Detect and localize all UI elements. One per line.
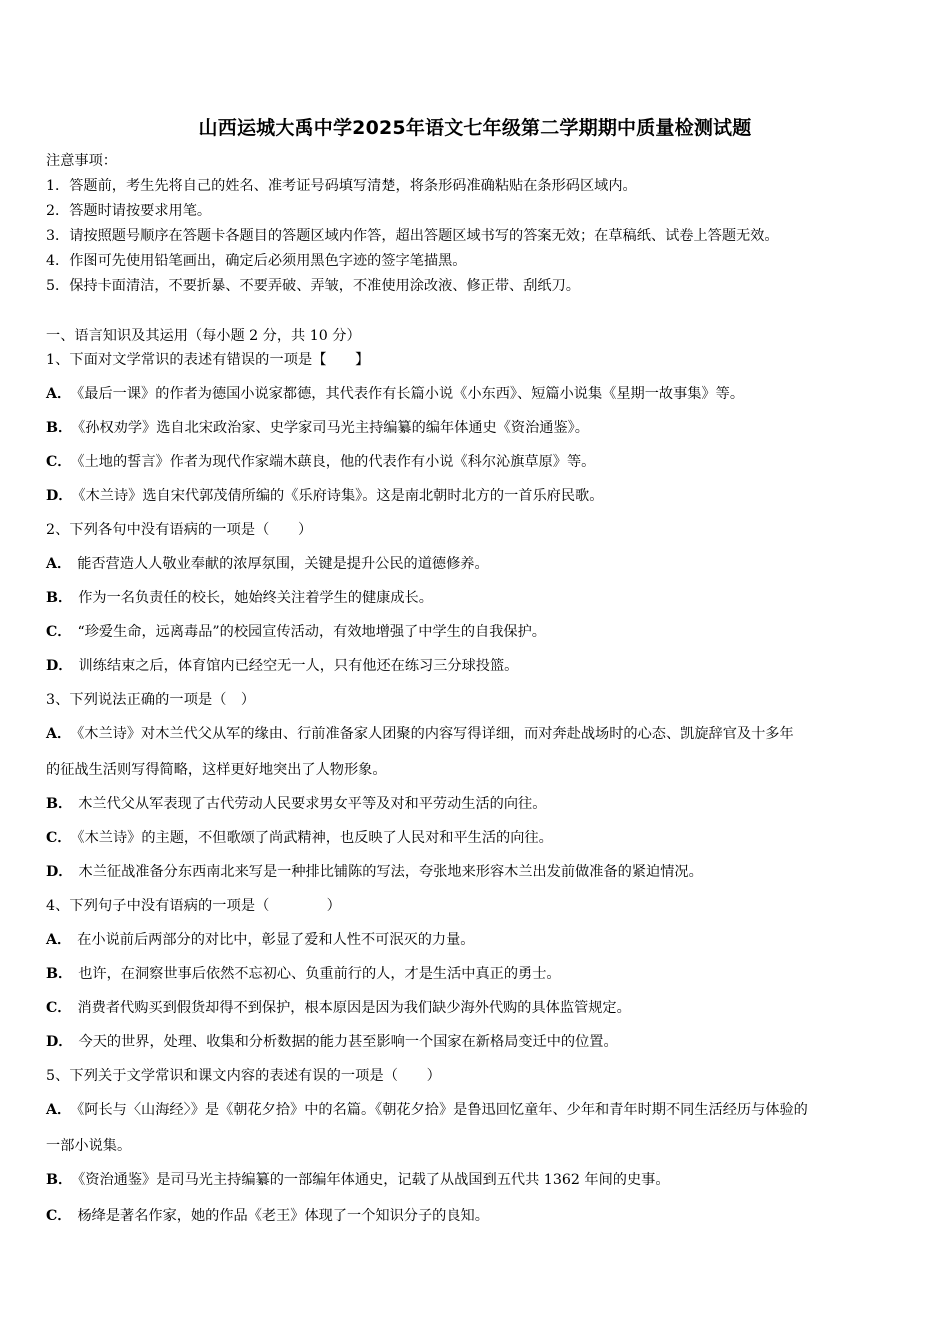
option-letter: C． bbox=[46, 1208, 72, 1224]
option-text: 也许，在洞察世事后依然不忘初心、负重前行的人，才是生活中真正的勇士。 bbox=[78, 966, 561, 982]
option-text: 杨绛是著名作家，她的作品《老王》体现了一个知识分子的良知。 bbox=[77, 1208, 489, 1224]
option-letter: B． bbox=[46, 420, 73, 436]
notice-item: 3．请按照题号顺序在答题卡各题目的答题区域内作答，超出答题区域书写的答案无效；在草稿纸、试卷上答题无效。 bbox=[46, 228, 779, 244]
notice-item: 5．保持卡面清洁，不要折暴、不要弄破、弄皱，不准使用涂改液、修正带、刮纸刀。 bbox=[46, 278, 580, 294]
option-c bbox=[46, 1206, 489, 1226]
option-a bbox=[46, 554, 489, 574]
option-text: 在小说前后两部分的对比中，彰显了爱和人性不可泯灭的力量。 bbox=[77, 932, 475, 948]
option-letter: D． bbox=[46, 1034, 73, 1050]
option-letter: C． bbox=[46, 454, 72, 470]
question-stem: 3、下列说法正确的一项是（ ） bbox=[46, 692, 256, 708]
option-d bbox=[46, 656, 518, 676]
option-letter: A． bbox=[46, 556, 72, 572]
option-text: 训练结束之后，体育馆内已经空无一人，只有他还在练习三分球投篮。 bbox=[78, 658, 519, 674]
option-letter: A． bbox=[46, 386, 72, 402]
option-letter: D． bbox=[46, 488, 73, 504]
option-letter: D． bbox=[46, 864, 73, 880]
option-letter: A． bbox=[46, 1102, 72, 1118]
section-heading: 一、语言知识及其运用（每小题 2 分，共 10 分） bbox=[46, 328, 361, 344]
option-d bbox=[46, 486, 603, 506]
option-d bbox=[46, 1032, 618, 1052]
notice-item: 1．答题前，考生先将自己的姓名、准考证号码填写清楚，将条形码准确粘贴在条形码区域内。 bbox=[46, 178, 637, 194]
option-letter: D． bbox=[46, 658, 73, 674]
question-stem: 4、下列句子中没有语病的一项是（ ） bbox=[46, 898, 341, 914]
option-text: 能否营造人人敬业奉献的浓厚氛围，关键是提升公民的道德修养。 bbox=[77, 556, 489, 572]
notice-heading: 注意事项： bbox=[46, 153, 117, 169]
option-c bbox=[46, 622, 546, 642]
question-stem: 5、下列关于文学常识和课文内容的表述有误的一项是（ ） bbox=[46, 1068, 441, 1084]
option-text: 今天的世界，处理、收集和分析数据的能力甚至影响一个国家在新格局变迁中的位置。 bbox=[78, 1034, 618, 1050]
option-b bbox=[46, 418, 589, 438]
notice-item: 2．答题时请按要求用笔。 bbox=[46, 203, 212, 219]
option-text: 作为一名负责任的校长，她始终关注着学生的健康成长。 bbox=[78, 590, 433, 606]
page-title: 山西运城大禹中学2025年语文七年级第二学期期中质量检测试题 bbox=[198, 117, 752, 139]
option-text: 《木兰诗》对木兰代父从军的缘由、行前准备家人团聚的内容写得详细，而对奔赴战场时的心态、凯旋辞官及十多年 bbox=[77, 726, 794, 742]
option-text: 《资治通鉴》是司马光主持编纂的一部编年体通史，记载了从战国到五代共 1362 年间的史事。 bbox=[78, 1172, 670, 1188]
option-a-continued: 的征战生活则写得简略，这样更好地突出了人物形象。 bbox=[46, 762, 387, 778]
option-letter: B． bbox=[46, 590, 73, 606]
option-text: 《木兰诗》的主题，不但歌颂了尚武精神，也反映了人民对和平生活的向往。 bbox=[77, 830, 553, 846]
option-text: 《土地的誓言》作者为现代作家端木蕻良，他的代表作有小说《科尔沁旗草原》等。 bbox=[77, 454, 596, 470]
option-letter: C． bbox=[46, 624, 72, 640]
option-letter: B． bbox=[46, 1172, 73, 1188]
option-letter: C． bbox=[46, 1000, 72, 1016]
option-a bbox=[46, 384, 744, 404]
option-text: 《阿长与〈山海经〉》是《朝花夕拾》中的名篇。《朝花夕拾》是鲁迅回忆童年、少年和青年时期不同生活经历与体验的 bbox=[77, 1102, 808, 1118]
option-b bbox=[46, 964, 561, 984]
option-text: 《孙权劝学》选自北宋政治家、史学家司马光主持编纂的编年体通史《资治通鉴》。 bbox=[78, 420, 589, 436]
question-stem: 1、下面对文学常识的表述有错误的一项是【 】 bbox=[46, 352, 370, 368]
option-b bbox=[46, 794, 546, 814]
option-letter: B． bbox=[46, 796, 73, 812]
option-c bbox=[46, 828, 553, 848]
option-c bbox=[46, 998, 631, 1018]
option-text: 木兰征战准备分东西南北来写是一种排比铺陈的写法，夸张地来形容木兰出发前做准备的紧迫情况。 bbox=[78, 864, 703, 880]
option-text: 《最后一课》的作者为德国小说家都德，其代表作有长篇小说《小东西》、短篇小说集《星期一故事集》等。 bbox=[77, 386, 745, 402]
option-letter: C． bbox=[46, 830, 72, 846]
option-a bbox=[46, 930, 474, 950]
option-letter: A． bbox=[46, 932, 72, 948]
question-stem: 2、下列各句中没有语病的一项是（ ） bbox=[46, 522, 313, 538]
option-a bbox=[46, 1100, 808, 1120]
option-a-continued: 一部小说集。 bbox=[46, 1138, 132, 1154]
option-c bbox=[46, 452, 595, 472]
option-b bbox=[46, 588, 433, 608]
option-letter: B． bbox=[46, 966, 73, 982]
option-text: 木兰代父从军表现了古代劳动人民要求男女平等及对和平劳动生活的向往。 bbox=[78, 796, 547, 812]
option-d bbox=[46, 862, 703, 882]
option-text: 消费者代购买到假货却得不到保护，根本原因是因为我们缺少海外代购的具体监管规定。 bbox=[77, 1000, 631, 1016]
option-text: “珍爱生命，远离毒品”的校园宣传活动，有效地增强了中学生的自我保护。 bbox=[77, 624, 546, 640]
option-letter: A． bbox=[46, 726, 72, 742]
option-text: 《木兰诗》选自宋代郭茂倩所编的《乐府诗集》。这是南北朝时北方的一首乐府民歌。 bbox=[78, 488, 604, 504]
option-b bbox=[46, 1170, 670, 1190]
notice-item: 4．作图可先使用铅笔画出，确定后必须用黑色字迹的签字笔描黑。 bbox=[46, 253, 467, 269]
option-a bbox=[46, 724, 794, 744]
